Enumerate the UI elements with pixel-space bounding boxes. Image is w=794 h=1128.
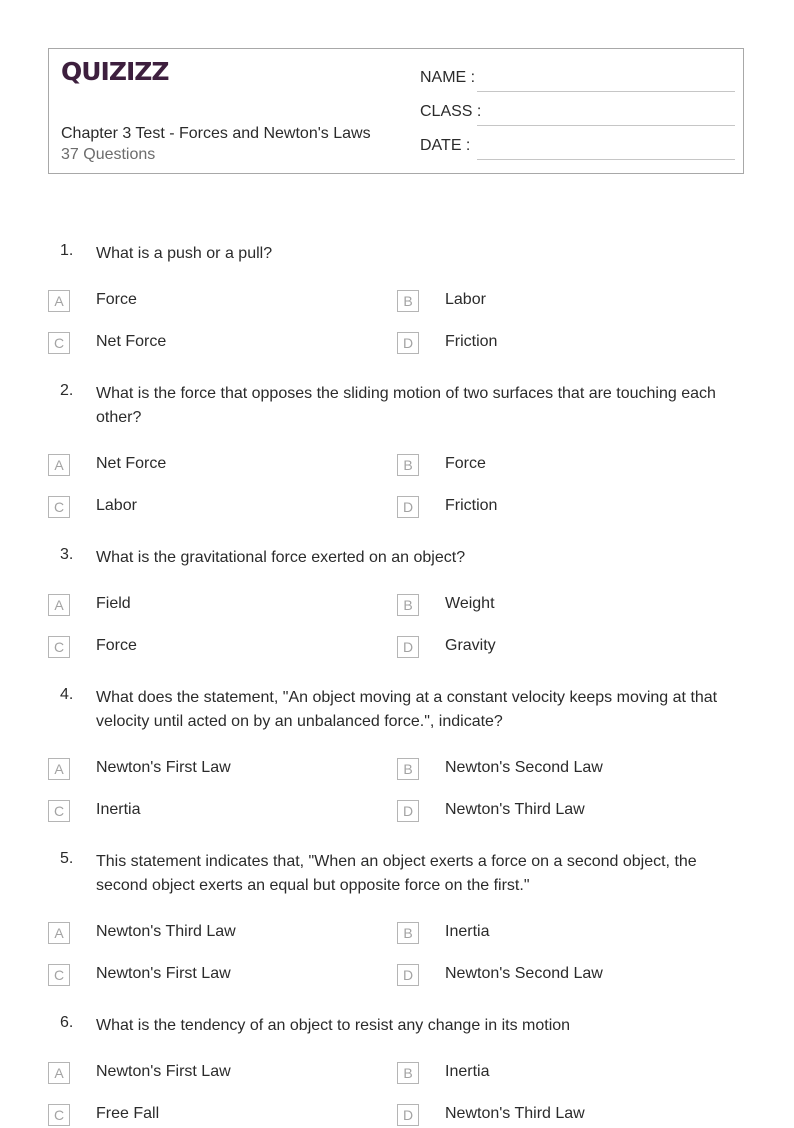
date-label: DATE : bbox=[420, 137, 471, 154]
option-letter: A bbox=[48, 594, 70, 616]
date-field[interactable] bbox=[420, 137, 735, 159]
option-text: Newton's First Law bbox=[96, 965, 231, 982]
option-letter: B bbox=[397, 454, 419, 476]
question-text: This statement indicates that, "When an object exerts a force on a second object, the second object exerts an equal but opposite force on the first." bbox=[96, 853, 697, 894]
option-text: Labor bbox=[445, 291, 486, 308]
option-text: Field bbox=[96, 595, 131, 612]
option-text: Net Force bbox=[96, 455, 167, 472]
option-text: Newton's Third Law bbox=[96, 923, 236, 940]
option-letter: D bbox=[397, 964, 419, 986]
option-text: Gravity bbox=[445, 637, 496, 654]
question-number: 1. bbox=[60, 242, 74, 259]
worksheet-header bbox=[48, 48, 744, 174]
option-text: Inertia bbox=[96, 801, 141, 818]
option-letter: A bbox=[48, 758, 70, 780]
question-number: 2. bbox=[60, 382, 74, 399]
option-text: Free Fall bbox=[96, 1105, 160, 1122]
option-text: Inertia bbox=[445, 1063, 490, 1080]
option-text: Weight bbox=[445, 595, 495, 612]
class-line[interactable] bbox=[477, 125, 735, 126]
quizizz-logo: QUIZIZZ bbox=[61, 57, 169, 86]
option-letter: C bbox=[48, 800, 70, 822]
option-letter: B bbox=[397, 1062, 419, 1084]
name-field[interactable] bbox=[420, 69, 735, 91]
option-letter: B bbox=[397, 290, 419, 312]
question-count: 37 Questions bbox=[61, 146, 156, 163]
option-letter: B bbox=[397, 922, 419, 944]
test-title: Chapter 3 Test - Forces and Newton's Laws bbox=[61, 125, 371, 142]
option-letter: D bbox=[397, 800, 419, 822]
option-text: Force bbox=[445, 455, 486, 472]
option-letter: C bbox=[48, 496, 70, 518]
option-text: Force bbox=[96, 637, 137, 654]
option-letter: A bbox=[48, 454, 70, 476]
option-text: Newton's First Law bbox=[96, 1063, 231, 1080]
option-letter: D bbox=[397, 1104, 419, 1126]
date-line[interactable] bbox=[477, 159, 735, 160]
option-letter: A bbox=[48, 922, 70, 944]
option-text: Net Force bbox=[96, 333, 167, 350]
option-text: Newton's Second Law bbox=[445, 965, 603, 982]
name-line[interactable] bbox=[477, 91, 735, 92]
option-letter: C bbox=[48, 964, 70, 986]
option-text: Newton's Third Law bbox=[445, 801, 585, 818]
option-letter: D bbox=[397, 636, 419, 658]
question-number: 3. bbox=[60, 546, 74, 563]
option-letter: D bbox=[397, 332, 419, 354]
option-text: Labor bbox=[96, 497, 137, 514]
question-number: 5. bbox=[60, 850, 74, 867]
option-letter: C bbox=[48, 332, 70, 354]
class-label: CLASS : bbox=[420, 103, 482, 120]
option-letter: A bbox=[48, 1062, 70, 1084]
option-letter: A bbox=[48, 290, 70, 312]
option-letter: C bbox=[48, 636, 70, 658]
name-label: NAME : bbox=[420, 69, 476, 86]
question-number: 4. bbox=[60, 686, 74, 703]
option-letter: C bbox=[48, 1104, 70, 1126]
option-letter: D bbox=[397, 496, 419, 518]
option-text: Newton's Third Law bbox=[445, 1105, 585, 1122]
question-text: What is the gravitational force exerted on an object? bbox=[96, 549, 466, 566]
option-text: Force bbox=[96, 291, 137, 308]
option-text: Newton's Second Law bbox=[445, 759, 603, 776]
question-text: What is a push or a pull? bbox=[96, 245, 273, 262]
option-text: Newton's First Law bbox=[96, 759, 231, 776]
option-letter: B bbox=[397, 594, 419, 616]
option-text: Inertia bbox=[445, 923, 490, 940]
class-field[interactable] bbox=[420, 103, 735, 125]
question-text: What is the tendency of an object to resist any change in its motion bbox=[96, 1017, 571, 1034]
option-text: Friction bbox=[445, 497, 498, 514]
question-number: 6. bbox=[60, 1014, 74, 1031]
question-text: What does the statement, "An object moving at a constant velocity keeps moving at that velocity until acted on by an unbalanced force.", indicate? bbox=[96, 689, 718, 730]
question-text: What is the force that opposes the sliding motion of two surfaces that are touching each other? bbox=[96, 385, 716, 426]
option-letter: B bbox=[397, 758, 419, 780]
option-text: Friction bbox=[445, 333, 498, 350]
